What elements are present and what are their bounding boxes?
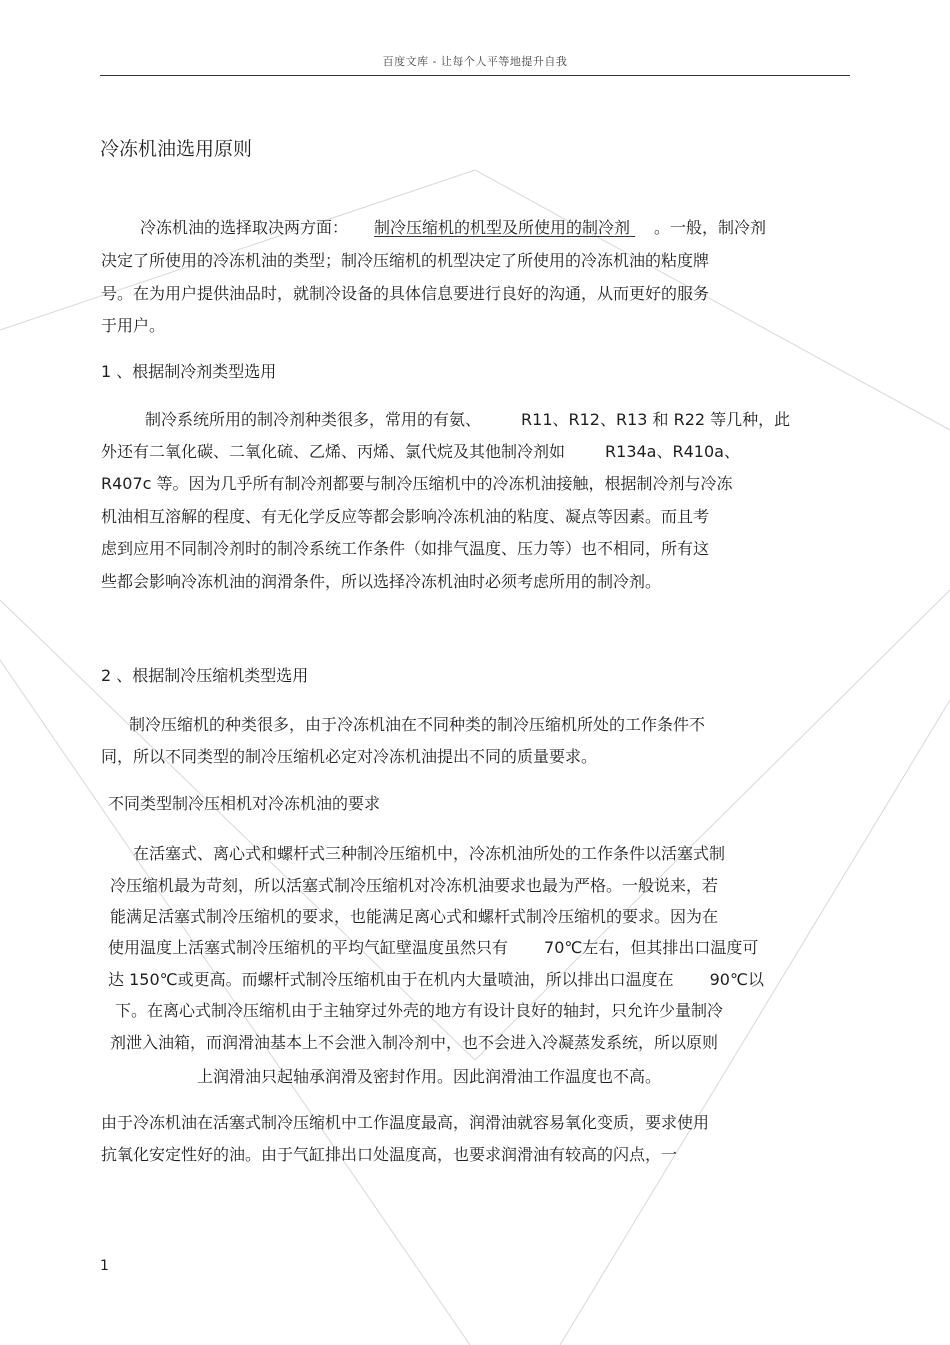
intro-line-4: 于用户。 — [101, 316, 166, 335]
section-2-para2-line-5: 达 150℃或更高。而螺杆式制冷压缩机由于在机内大量喷油，所以排出口温度在 90℃以 — [108, 970, 764, 989]
section-2-para2-line-1: 在活塞式、离心式和螺杆式三种制冷压缩机中，冷冻机油所处的工作条件以活塞式制 — [133, 844, 726, 863]
page-number: 1 — [100, 1258, 109, 1274]
section-2-para1-line-1: 制冷压缩机的种类很多，由于冷冻机油在不同种类的制冷压缩机所处的工作条件不 — [129, 715, 706, 734]
section-2-para2-line-3: 能满足活塞式制冷压缩机的要求，也能满足离心式和螺杆式制冷压缩机的要求。因为在 — [110, 907, 719, 926]
section-2-para3-line-2: 抗氧化安定性好的油。由于气缸排出口处温度高，也要求润滑油有较高的闪点，一 — [101, 1145, 678, 1164]
section-1-line-2: 外还有二氧化碳、二氧化硫、乙烯、丙烯、氯代烷及其他制冷剂如 R134a、R410a、 — [101, 442, 740, 461]
section-1-line-4: 机油相互溶解的程度、有无化学反应等都会影响冷冻机油的粘度、凝点等因素。而且考 — [101, 507, 710, 526]
section-2-para3-line-1: 由于冷冻机油在活塞式制冷压缩机中工作温度最高，润滑油就容易氧化变质，要求使用 — [101, 1113, 710, 1132]
intro-line-3: 号。在为用户提供油品时，就制冷设备的具体信息要进行良好的沟通，从而更好的服务 — [101, 284, 710, 303]
intro-line-2: 决定了所使用的冷冻机油的类型；制冷压缩机的机型决定了所使用的冷冻机油的粘度牌 — [101, 251, 710, 270]
header-divider — [100, 75, 850, 76]
section-2-para2-line-2: 冷压缩机最为苛刻，所以活塞式制冷压缩机对冷冻机油要求也最为严格。一般说来，若 — [110, 876, 719, 895]
page-header: 百度文库 - 让每个人平等地提升自我 — [382, 55, 568, 68]
section-1-line-1: 制冷系统所用的制冷剂种类很多，常用的有氨、 R11、R12、R13 和 R22 等几种，此 — [145, 410, 791, 429]
section-1-line-3: R407c 等。因为几乎所有制冷剂都要与制冷压缩机中的冷冻机油接触，根据制冷剂与冷冻 — [101, 474, 733, 493]
section-1-line-6: 些都会影响冷冻机油的润滑条件，所以选择冷冻机油时必须考虑所用的制冷剂。 — [101, 572, 662, 591]
section-1-line-5: 虑到应用不同制冷剂时的制冷系统工作条件（如排气温度、压力等）也不相同，所有这 — [101, 539, 710, 558]
section-2-subheading: 不同类型制冷压相机对冷冻机油的要求 — [108, 794, 381, 813]
section-2-para2-line-4: 使用温度上活塞式制冷压缩机的平均气缸壁温度虽然只有 70℃左右，但其排出口温度可 — [108, 938, 759, 957]
section-2-para2-line-8: 上润滑油只起轴承润滑及密封作用。因此润滑油工作温度也不高。 — [197, 1067, 662, 1086]
section-2-para2-line-7: 剂泄入油箱，而润滑油基本上不会泄入制冷剂中，也不会进入冷凝蒸发系统，所以原则 — [110, 1033, 719, 1052]
document-title: 冷冻机油选用原则 — [100, 138, 253, 160]
section-1-heading: 1 、根据制冷剂类型选用 — [101, 362, 277, 381]
section-2-heading: 2 、根据制冷压缩机类型选用 — [101, 666, 309, 685]
intro-line-1: 冷冻机油的选择取决两方面： 制冷压缩机的机型及所使用的制冷剂 。一般，制冷剂 — [140, 218, 767, 237]
section-2-para1-line-2: 同，所以不同类型的制冷压缩机必定对冷冻机油提出不同的质量要求。 — [101, 747, 598, 766]
section-2-para2-line-6: 下。在离心式制冷压缩机由于主轴穿过外壳的地方有设计良好的轴封，只允许少量制冷 — [115, 1001, 724, 1020]
